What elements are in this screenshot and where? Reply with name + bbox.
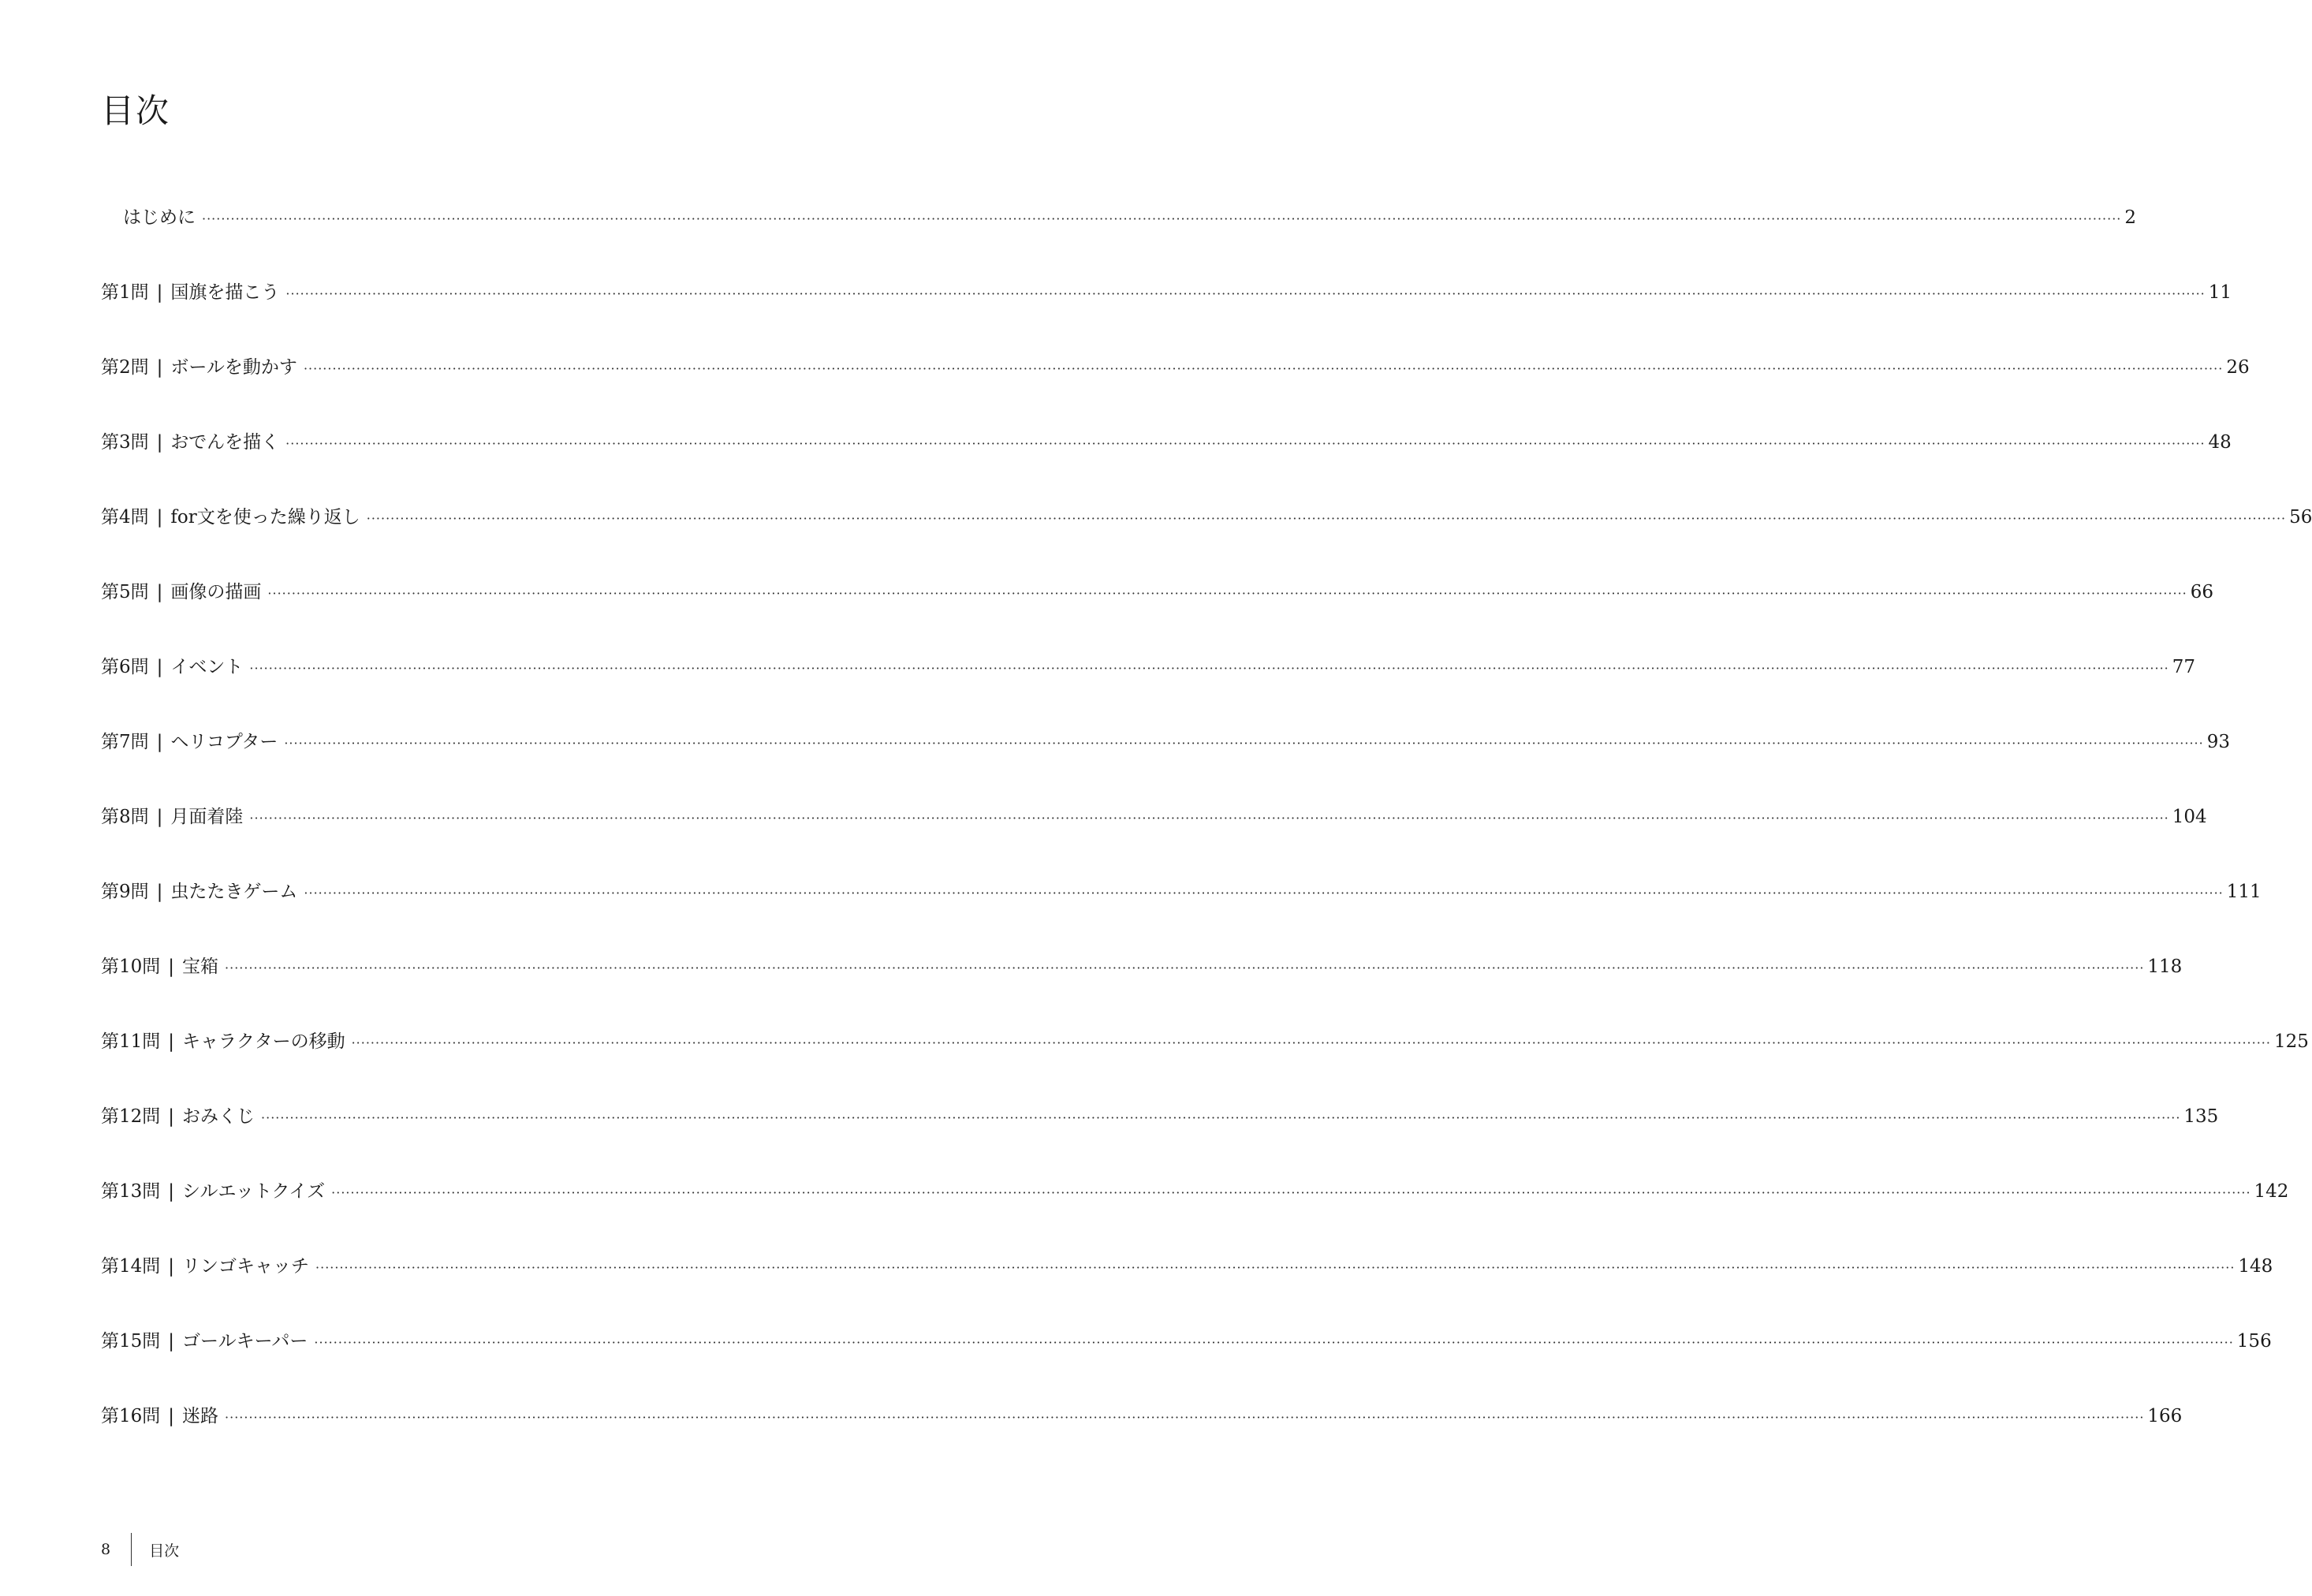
toc-page-number: 111: [2226, 882, 2262, 902]
toc-dot-leader: ················································································································································································································································································································································································································: [225, 1410, 2145, 1425]
toc-chapter-title: ボールを動かす: [170, 357, 297, 378]
toc-page-number: 135: [2183, 1106, 2219, 1127]
toc-chapter-number: 第5問: [101, 582, 149, 602]
toc-entry-title: [101, 1176, 325, 1207]
toc-dot-leader: ················································································································································································································································································································································································································: [202, 211, 2122, 226]
toc-entry-title: [101, 1400, 218, 1432]
toc-chapter-number: 第11問: [101, 1031, 161, 1052]
toc-entry[interactable]: [101, 951, 2183, 1026]
toc-chapter-title: 月面着陸: [170, 807, 244, 827]
toc-chapter-title: キャラクターの移動: [182, 1031, 345, 1052]
toc-entry-title: [101, 427, 279, 458]
toc-entry[interactable]: [101, 576, 2214, 651]
toc-chapter-number: 第13問: [101, 1181, 161, 1202]
toc-separator: |: [168, 1406, 175, 1426]
toc-dot-leader: ················································································································································································································································································································································································································: [284, 736, 2204, 751]
toc-chapter-title: for文を使った繰り返し: [170, 507, 360, 528]
toc-page-number: 104: [2172, 807, 2207, 827]
toc-chapter-title: おみくじ: [182, 1106, 255, 1127]
toc-page-number: 142: [2254, 1181, 2289, 1202]
toc-entry-title: [101, 1251, 309, 1282]
toc-separator: |: [156, 657, 163, 677]
toc-page-number: 56: [2289, 507, 2312, 528]
toc-chapter-title: リンゴキャッチ: [182, 1256, 310, 1277]
toc-dot-leader: ················································································································································································································································································································································································································: [315, 1260, 2236, 1275]
toc-separator: |: [156, 282, 163, 303]
toc-page-number: 166: [2147, 1406, 2183, 1426]
toc-entry[interactable]: [101, 502, 2312, 576]
toc-chapter-number: 第1問: [101, 282, 149, 303]
toc-chapter-number: 第7問: [101, 732, 149, 752]
toc-separator: |: [168, 1331, 175, 1352]
toc-chapter-title: シルエットクイズ: [182, 1181, 326, 1202]
toc-entry-title: [101, 726, 278, 758]
toc-entry-title: [101, 352, 297, 383]
toc-chapter-title: ゴールキーパー: [182, 1331, 308, 1352]
toc-chapter-title: ヘリコプター: [170, 732, 278, 752]
toc-entry-title: [123, 202, 196, 233]
toc-entry-title: [101, 576, 261, 608]
toc-chapter-number: 第3問: [101, 432, 149, 453]
toc-separator: |: [156, 732, 163, 752]
toc-chapter-number: 第6問: [101, 657, 149, 677]
page-title: 目次: [101, 91, 171, 130]
toc-entry[interactable]: [101, 202, 2137, 277]
toc-chapter-number: 第4問: [101, 507, 149, 528]
toc-entry[interactable]: [101, 801, 2207, 876]
toc-separator: |: [168, 1181, 175, 1202]
toc-page-number: 77: [2172, 657, 2196, 677]
toc-entry[interactable]: [101, 1101, 2219, 1176]
toc-chapter-number: 第2問: [101, 357, 149, 378]
toc-chapter-title: イベント: [170, 657, 244, 677]
toc-dot-leader: ················································································································································································································································································································································································································: [225, 960, 2145, 975]
toc-entry-title: [101, 277, 279, 308]
toc-chapter-title: はじめに: [123, 207, 196, 228]
toc-dot-leader: ················································································································································································································································································································································································································: [285, 436, 2206, 451]
toc-separator: |: [168, 1031, 175, 1052]
toc-chapter-title: 宝箱: [182, 956, 219, 977]
toc-entry-title: [101, 876, 297, 908]
toc-chapter-title: 迷路: [182, 1406, 219, 1426]
toc-entry-title: [101, 1026, 345, 1057]
toc-dot-leader: ················································································································································································································································································································································································································: [304, 886, 2224, 901]
toc-chapter-number: 第14問: [101, 1256, 161, 1277]
toc-separator: |: [156, 432, 163, 453]
toc-chapter-number: 第9問: [101, 882, 149, 902]
toc-dot-leader: ················································································································································································································································································································································································································: [303, 361, 2224, 376]
toc-dot-leader: ················································································································································································································································································································································································································: [351, 1035, 2271, 1050]
toc-separator: |: [156, 882, 163, 902]
toc-entry[interactable]: [101, 1026, 2309, 1101]
toc-entry[interactable]: [101, 1326, 2272, 1400]
toc-chapter-number: 第8問: [101, 807, 149, 827]
toc-separator: |: [156, 582, 163, 602]
toc-dot-leader: ················································································································································································································································································································································································································: [314, 1335, 2234, 1350]
footer-page-number: 8: [101, 1541, 111, 1558]
toc-entry-title: [101, 651, 243, 683]
footer-divider: [131, 1533, 132, 1566]
toc-chapter-title: 虫たたきゲーム: [170, 882, 298, 902]
toc-dot-leader: ················································································································································································································································································································································································································: [331, 1185, 2251, 1200]
toc-dot-leader: ················································································································································································································································································································································································································: [285, 286, 2206, 301]
toc-chapter-number: 第16問: [101, 1406, 161, 1426]
toc-separator: |: [156, 357, 163, 378]
toc-page-number: 48: [2208, 432, 2232, 453]
toc-page-number: 93: [2206, 732, 2230, 752]
toc-dot-leader: ················································································································································································································································································································································································································: [261, 1110, 2181, 1125]
toc-entry-title: [101, 502, 360, 533]
toc-entry[interactable]: [101, 352, 2250, 427]
toc-dot-leader: ················································································································································································································································································································································································································: [249, 811, 2169, 826]
toc-entry[interactable]: [101, 651, 2196, 726]
toc-page-number: 26: [2226, 357, 2250, 378]
toc-separator: |: [168, 1256, 175, 1277]
toc-page-number: 66: [2190, 582, 2214, 602]
toc-entry[interactable]: [101, 1400, 2183, 1475]
toc-page-number: 2: [2124, 207, 2137, 228]
toc-entry-title: [101, 801, 243, 833]
toc-page-number: 11: [2208, 282, 2232, 303]
toc-entry-title: [101, 1101, 255, 1132]
toc-entry-title: [101, 1326, 308, 1357]
toc-entry-title: [101, 951, 218, 983]
toc-entry[interactable]: [101, 726, 2230, 801]
toc-dot-leader: ················································································································································································································································································································································································································: [267, 586, 2187, 601]
toc-page-number: 125: [2273, 1031, 2309, 1052]
toc-entry[interactable]: [101, 1176, 2289, 1251]
toc-entry[interactable]: [101, 1251, 2273, 1326]
toc-separator: |: [156, 507, 163, 528]
toc-page-number: 118: [2147, 956, 2183, 977]
table-of-contents: [101, 202, 2312, 1475]
toc-dot-leader: ················································································································································································································································································································································································································: [249, 661, 2169, 676]
toc-chapter-number: 第12問: [101, 1106, 161, 1127]
toc-chapter-title: 画像の描画: [170, 582, 262, 602]
toc-separator: |: [168, 956, 175, 977]
toc-chapter-title: おでんを描く: [170, 432, 280, 453]
toc-dot-leader: ················································································································································································································································································································································································································: [366, 511, 2287, 526]
toc-entry[interactable]: [101, 427, 2232, 502]
toc-entry[interactable]: [101, 277, 2232, 352]
footer-section-title: 目次: [149, 1542, 180, 1560]
toc-chapter-number: 第10問: [101, 956, 161, 977]
toc-page-number: 148: [2238, 1256, 2273, 1277]
toc-separator: |: [156, 807, 163, 827]
page-footer: [101, 1533, 179, 1566]
toc-chapter-number: 第15問: [101, 1331, 161, 1352]
toc-separator: |: [168, 1106, 175, 1127]
toc-entry[interactable]: [101, 876, 2262, 951]
toc-chapter-title: 国旗を描こう: [170, 282, 280, 303]
toc-page-number: 156: [2236, 1331, 2272, 1352]
